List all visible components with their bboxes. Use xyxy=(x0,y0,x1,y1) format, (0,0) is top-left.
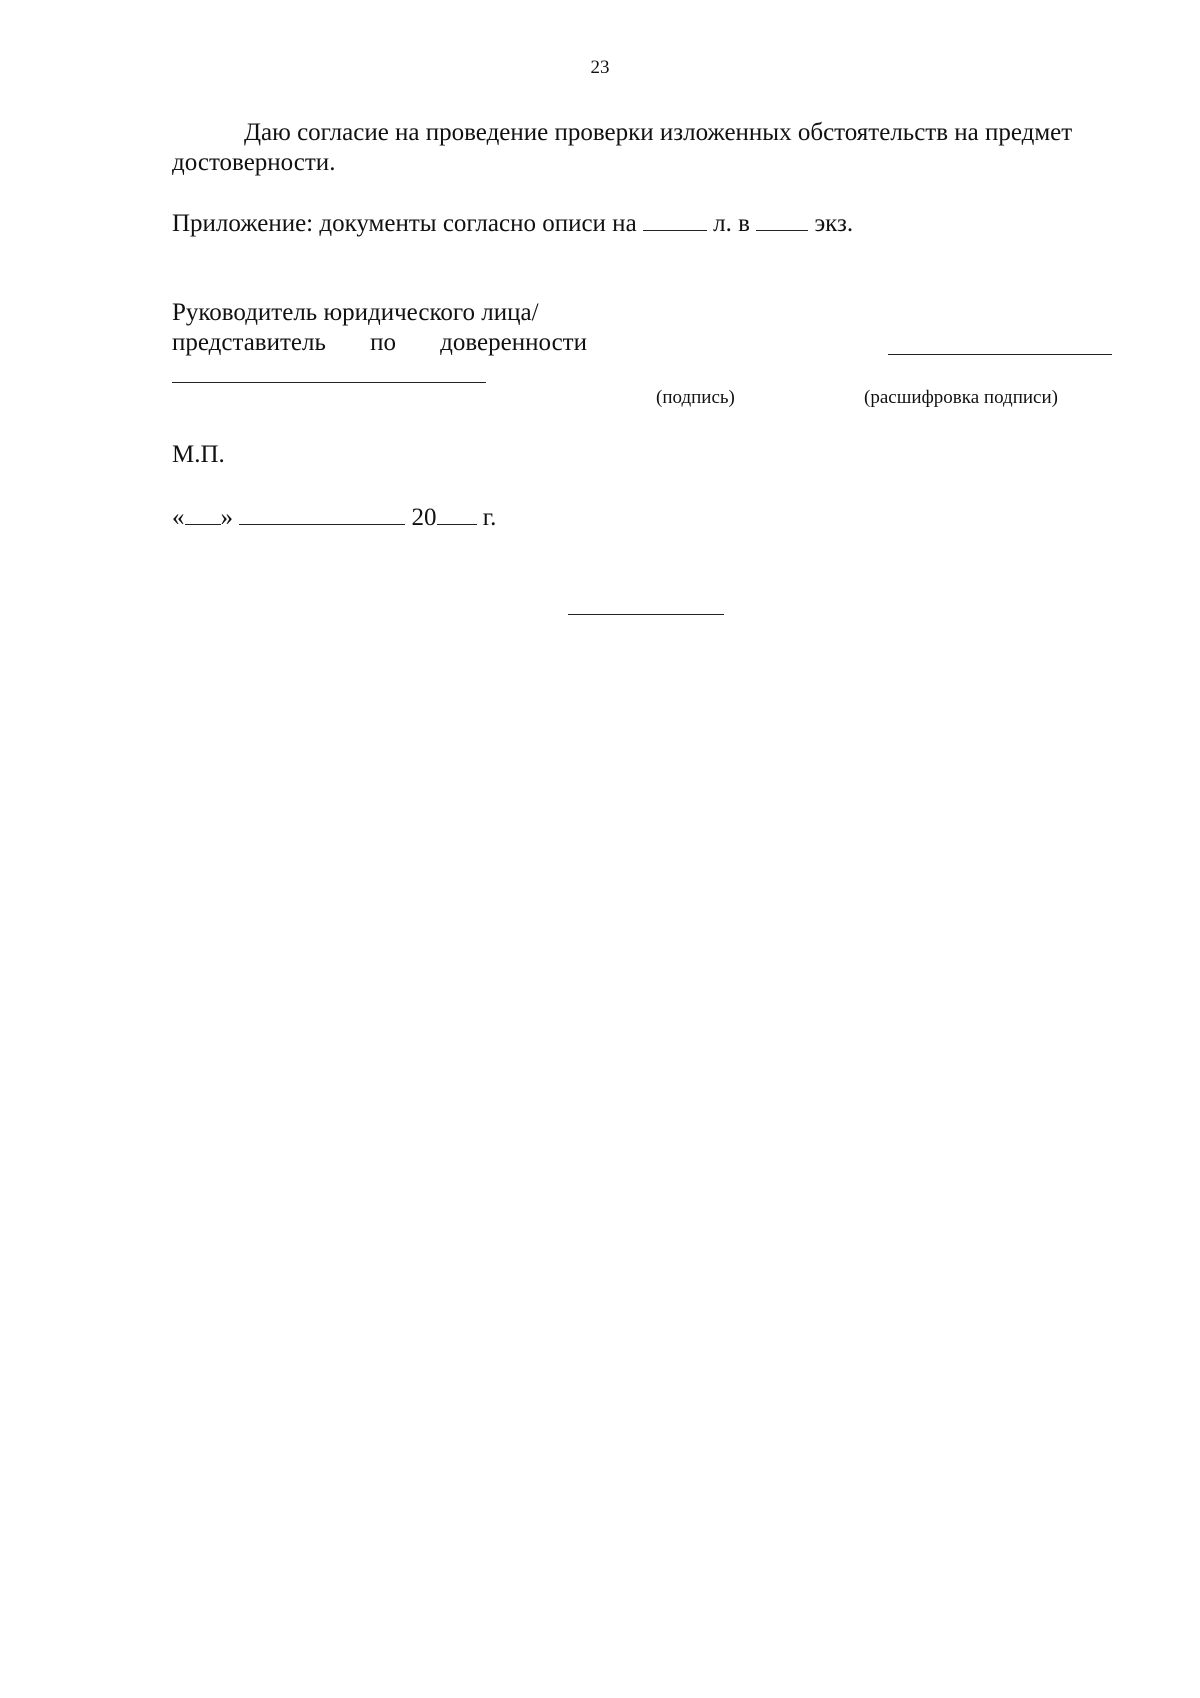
end-separator-line xyxy=(568,614,724,615)
month-blank[interactable] xyxy=(239,502,405,525)
date-close-quote: » xyxy=(220,504,233,531)
signatory-line-1: Руководитель юридического лица/ xyxy=(172,299,539,326)
signatory-word-power-of-attorney: доверенности xyxy=(440,329,587,356)
date-line xyxy=(172,502,496,533)
attachment-unit-sheets: л. в xyxy=(713,210,750,237)
page-number: 23 xyxy=(590,57,610,78)
signatory-line-2 xyxy=(172,328,587,358)
sheets-count-blank[interactable] xyxy=(643,208,707,231)
signatory-word-representative: представитель xyxy=(172,329,326,356)
signatory-word-by: по xyxy=(370,329,396,356)
attachment-line xyxy=(172,208,853,239)
year-blank[interactable] xyxy=(437,502,477,525)
consent-line-1: Даю согласие на проведение проверки изложенных обстоятельств на предмет xyxy=(244,119,1073,146)
signature-decoding-line[interactable] xyxy=(888,354,1112,355)
year-prefix: 20 xyxy=(411,504,437,531)
decoding-caption: (расшифровка подписи) xyxy=(864,387,1058,408)
consent-line-2: достоверности. xyxy=(172,149,336,176)
attachment-unit-copies: экз. xyxy=(814,210,854,237)
copies-count-blank[interactable] xyxy=(756,208,808,231)
day-blank[interactable] xyxy=(185,502,221,525)
seal-label: М.П. xyxy=(172,441,225,468)
signature-caption: (подпись) xyxy=(656,387,735,408)
year-suffix: г. xyxy=(482,504,497,531)
attachment-prefix: Приложение: документы согласно описи на xyxy=(172,210,637,237)
signature-line[interactable] xyxy=(172,382,486,383)
date-open-quote: « xyxy=(172,504,185,531)
